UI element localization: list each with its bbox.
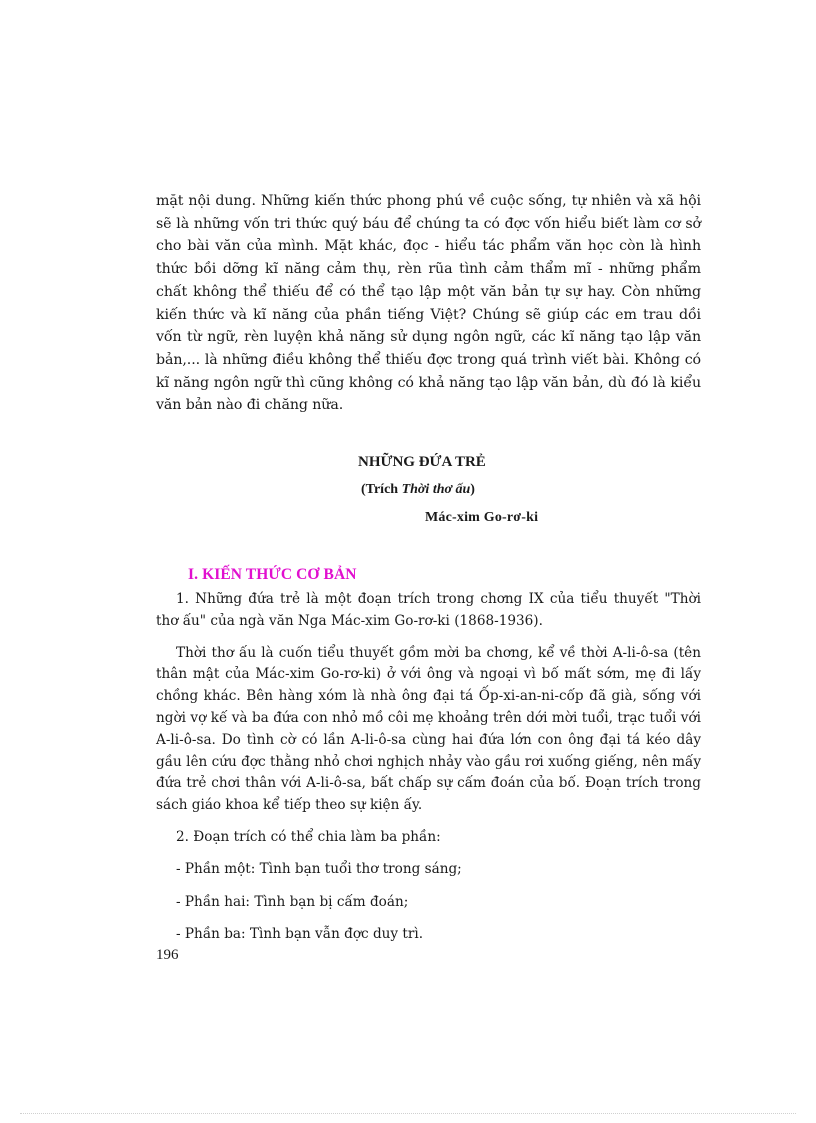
section-heading: I. KIẾN THỨC CƠ BẢN (188, 566, 357, 583)
page-bottom-divider (20, 1113, 796, 1114)
subtitle-open: (Trích (361, 482, 402, 497)
story-subtitle (361, 482, 475, 498)
list-item: - Phần một: Tình bạn tuổi thơ trong sáng; (176, 860, 462, 877)
paragraph-3: 2. Đoạn trích có thể chia làm ba phần: (176, 828, 441, 845)
paragraph-2: Thời thơ ấu là cuốn tiểu thuyết gồm mời ba chơng, kể về thời A-li-ô-sa (tên thân mật của Mác-xim Go-rơ-ki) ở với ông và ngoại vì bố mất sớm, mẹ đi lấy chồng khác. Bên hàng xóm là nhà ông đại tá Ốp-xi-an-ni-cốp đã già, sống với ngời vợ kế và ba đứa con nhỏ mồ côi mẹ khoảng trên dới mời tuổi, trạc tuổi với A-li-ô-sa. Do tình cờ có lần A-li-ô-sa cùng hai đứa lớn con ông đại tá kéo dây gầu lên cứu đợc thằng nhỏ chơi nghịch nhảy vào gầu rơi xuống giếng, nên mấy đứa trẻ chơi thân với A-li-ô-sa, bất chấp sự cấm đoán của bố. Đoạn trích trong sách giáo khoa kể tiếp theo sự kiện ấy. (156, 644, 701, 814)
story-title: NHỮNG ĐỨA TRẺ (358, 454, 486, 470)
subtitle-close: ) (470, 482, 475, 497)
list-item: - Phần hai: Tình bạn bị cấm đoán; (176, 893, 409, 910)
subtitle-work-title: Thời thơ ấu (401, 482, 471, 497)
body-text (156, 589, 701, 957)
paragraph-1: 1. Những đứa trẻ là một đoạn trích trong chơng IX của tiểu thuyết "Thời thơ ấu" của ngà văn Nga Mác-xim Go-rơ-ki (1868-1936). (156, 591, 701, 629)
page-number: 196 (156, 947, 179, 963)
author-name: Mác-xim Go-rơ-ki (425, 510, 539, 525)
intro-paragraph: mặt nội dung. Những kiến thức phong phú về cuộc sống, tự nhiên và xã hội sẽ là những vốn tri thức quý báu để chúng ta có đợc vốn hiểu biết làm cơ sở cho bài văn của mình. Mặt khác, đọc - hiểu tác phẩm văn học còn là hình thức bồi dỡng kĩ năng cảm thụ, rèn rũa tình cảm thẩm mĩ - những phẩm chất không thể thiếu để có thể tạo lập một văn bản tự sự hay. Còn những kiến thức và kĩ năng của phần tiếng Việt? Chúng sẽ giúp các em trau dồi vốn từ ngữ, rèn luyện khả năng sử dụng ngôn ngữ, các kĩ năng tạo lập văn bản,... là những điều không thể thiếu đợc trong quá trình viết bài. Không có kĩ năng ngôn ngữ thì cũng không có khả năng tạo lập văn bản, dù đó là kiểu văn bản nào đi chăng nữa. (156, 193, 701, 414)
list-item: - Phần ba: Tình bạn vẫn đợc duy trì. (176, 926, 424, 943)
